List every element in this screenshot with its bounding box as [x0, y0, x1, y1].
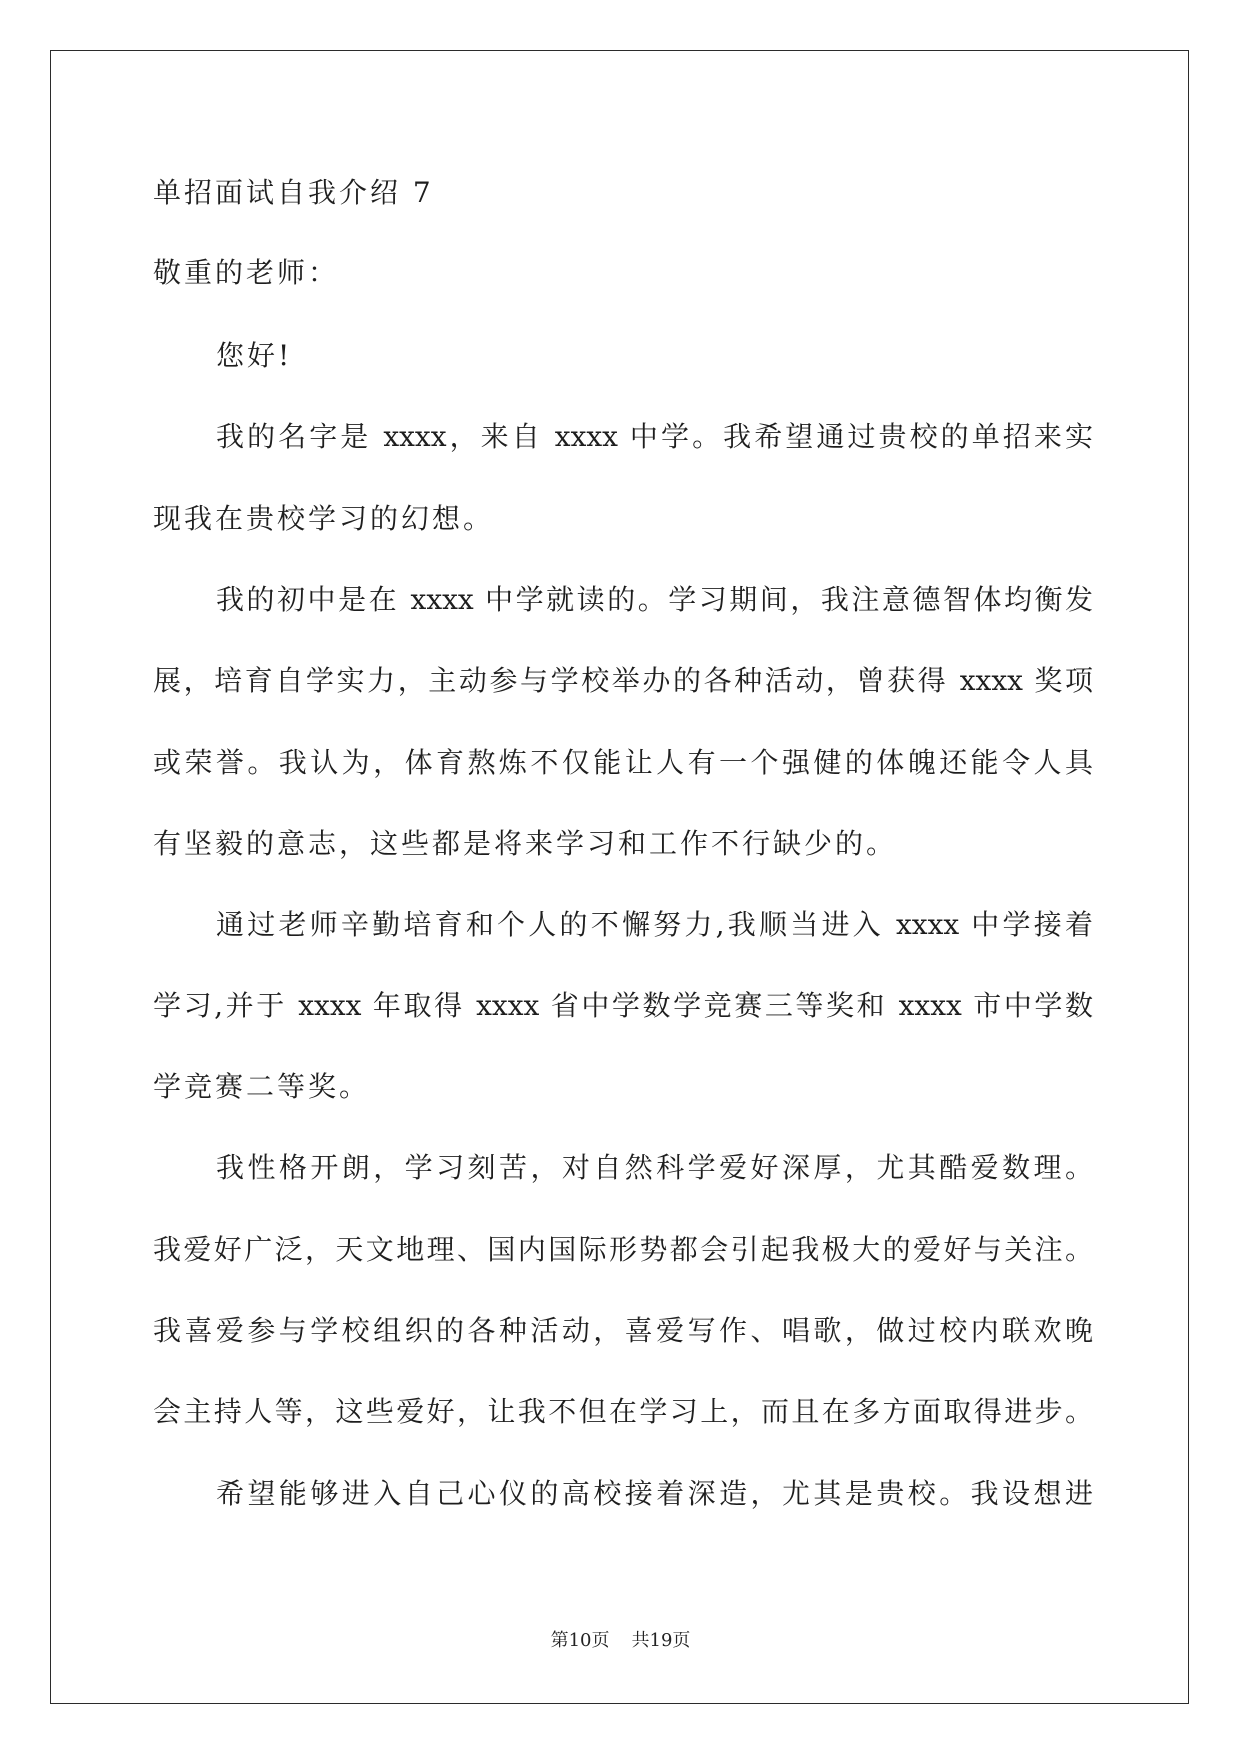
paragraph-line: 我的初中是在 xxxx 中学就读的。学习期间，我注意德智体均衡发 [216, 583, 1093, 616]
paragraph-line: 会主持人等，这些爱好，让我不但在学习上，而且在多方面取得进步。 [153, 1395, 1093, 1428]
paragraph-line: 我爱好广泛，天文地理、国内国际形势都会引起我极大的爱好与关注。 [153, 1233, 1093, 1266]
total-pages-label: 共19页 [631, 1630, 691, 1651]
paragraph-line: 或荣誉。我认为，体育熬炼不仅能让人有一个强健的体魄还能令人具 [153, 746, 1093, 779]
salutation: 敬重的老师： [153, 256, 340, 289]
paragraph-line: 通过老师辛勤培育和个人的不懈努力,我顺当进入 xxxx 中学接着 [216, 908, 1093, 941]
current-page-label: 第10页 [550, 1630, 610, 1651]
paragraph-line: 展，培育自学实力，主动参与学校举办的各种活动，曾获得 xxxx 奖项 [153, 664, 1093, 697]
paragraph-line: 有坚毅的意志，这些都是将来学习和工作不行缺少的。 [153, 827, 898, 860]
paragraph-line: 学竞赛二等奖。 [153, 1070, 371, 1103]
paragraph-line: 我的名字是 xxxx，来自 xxxx 中学。我希望通过贵校的单招来实 [216, 420, 1093, 453]
paragraph-line: 现我在贵校学习的幻想。 [153, 502, 495, 535]
paragraph-line: 我喜爱参与学校组织的各种活动，喜爱写作、唱歌，做过校内联欢晚 [153, 1314, 1093, 1347]
document-title: 单招面试自我介绍 7 [153, 176, 434, 209]
page-border [50, 50, 1189, 1704]
paragraph-line: 学习,并于 xxxx 年取得 xxxx 省中学数学竞赛三等奖和 xxxx 市中学数 [153, 989, 1093, 1022]
greeting: 您好! [216, 339, 293, 372]
page-number [0, 1628, 1241, 1654]
paragraph-line: 希望能够进入自己心仪的高校接着深造，尤其是贵校。我设想进 [216, 1477, 1093, 1510]
paragraph-line: 我性格开朗，学习刻苦，对自然科学爱好深厚，尤其酷爱数理。 [216, 1151, 1093, 1184]
